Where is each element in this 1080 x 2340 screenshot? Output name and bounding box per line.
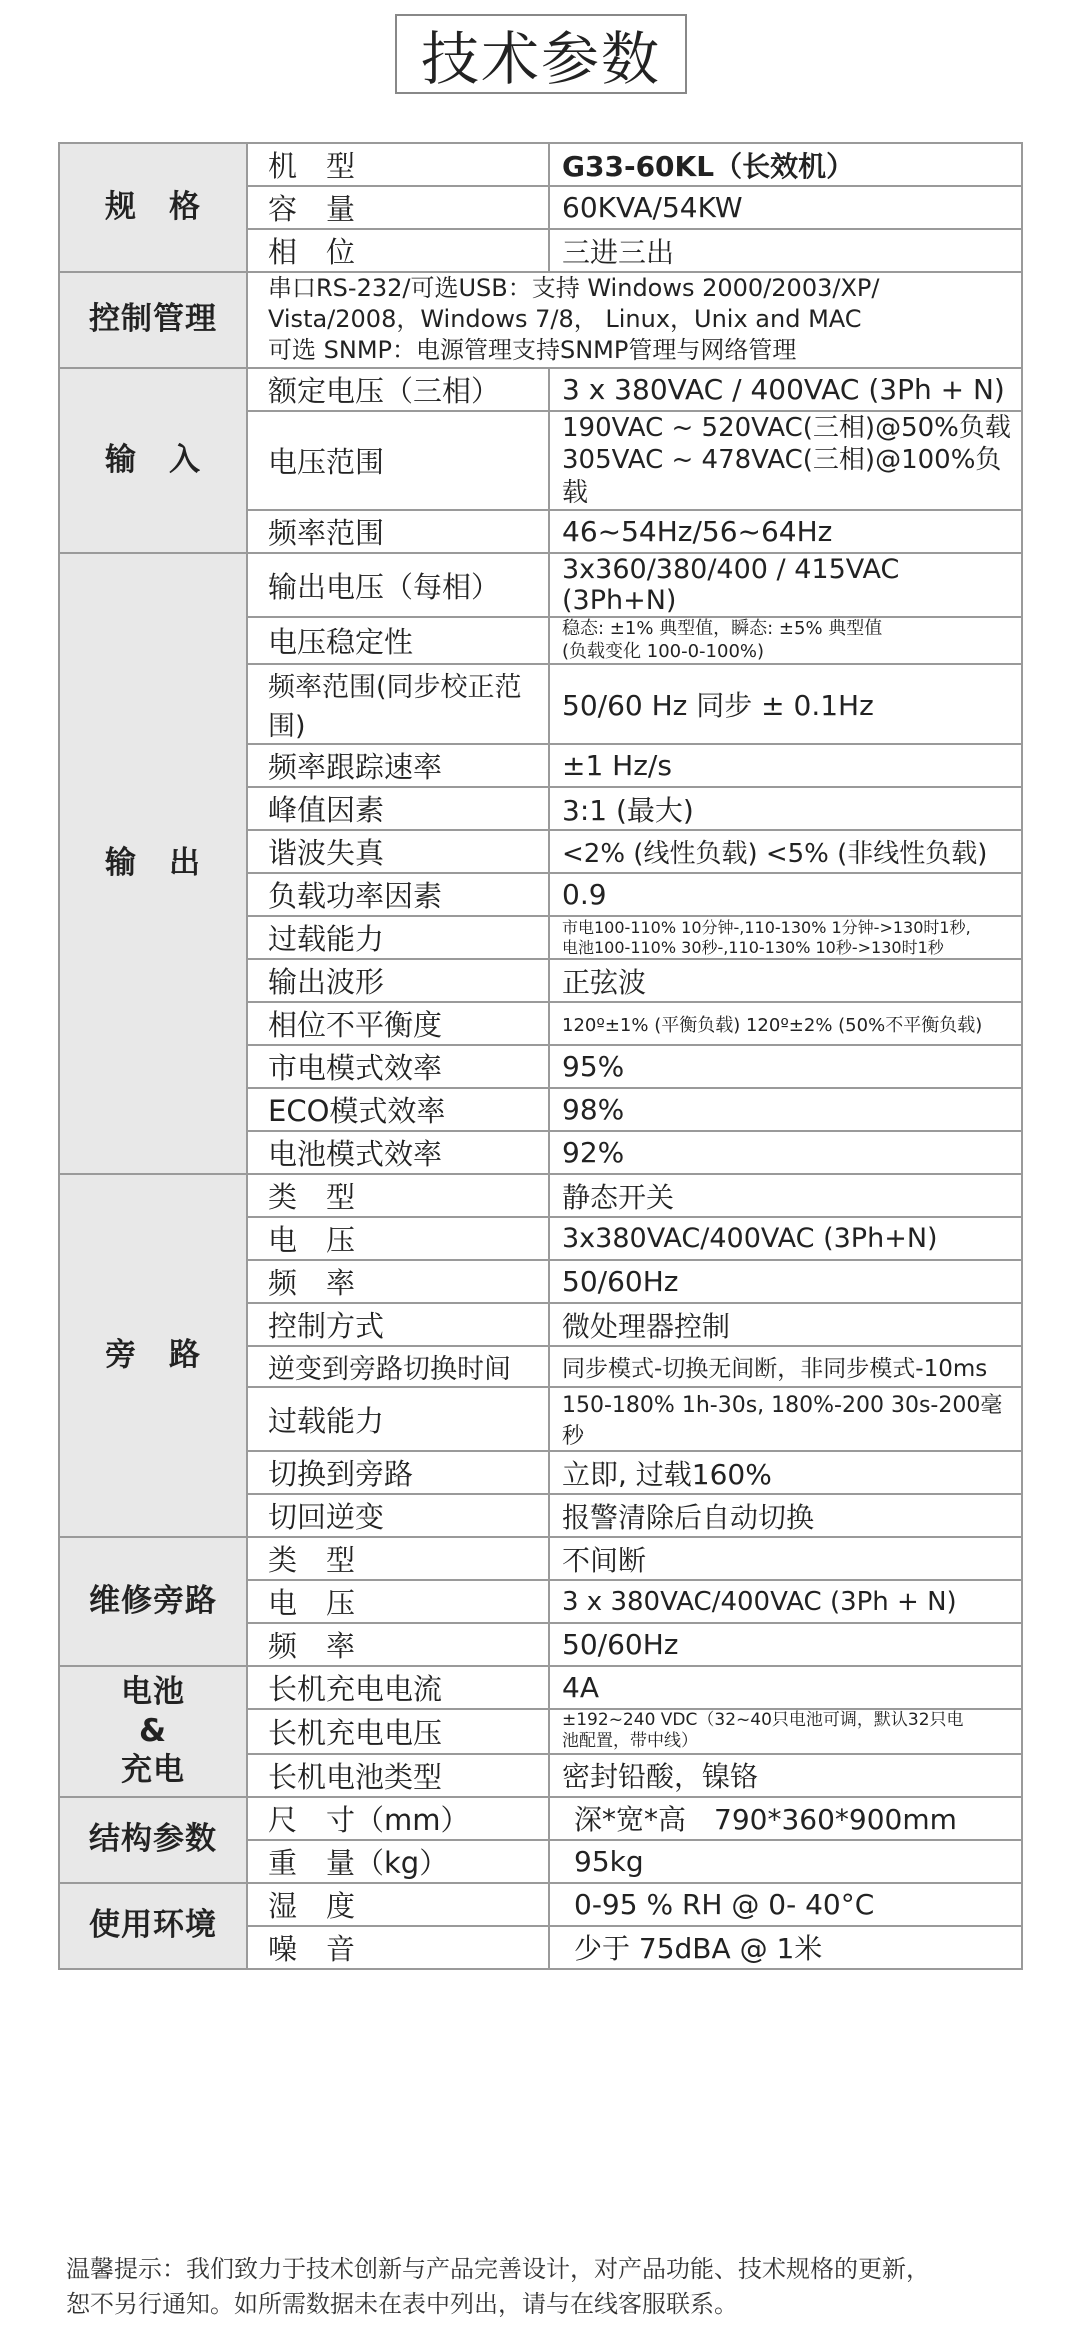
row-value: 立即, 过载160% [549,1451,1022,1494]
row-label: 长机电池类型 [247,1754,549,1797]
table-row [59,1797,1022,1840]
row-label: 电池模式效率 [247,1131,549,1174]
row-label: 湿 度 [247,1883,549,1926]
row-label: 切换到旁路 [247,1451,549,1494]
footer-note: 温馨提示：我们致力于技术创新与产品完善设计，对产品功能、技术规格的更新， 恕不另行通知。如所需数据未在表中列出，请与在线客服联系。 [66,2255,930,2318]
row-label: 峰值因素 [247,787,549,830]
row-label: 过载能力 [247,1387,549,1451]
row-value: 不间断 [549,1537,1022,1580]
category-cell: 结构参数 [59,1797,247,1883]
row-label: 逆变到旁路切换时间 [247,1346,549,1387]
row-value: 190VAC ~ 520VAC(三相)@50%负载 305VAC ~ 478VAC(三相)@100%负载 [549,411,1022,511]
row-value: 50/60Hz [549,1260,1022,1303]
row-value: G33-60KL（长效机） [549,143,1022,186]
table-row [59,1883,1022,1926]
row-label: 频率跟踪速率 [247,744,549,787]
row-value: 正弦波 [549,959,1022,1002]
row-value: ±1 Hz/s [549,744,1022,787]
row-label: 频率范围(同步校正范围) [247,664,549,744]
row-value: 3 x 380VAC/400VAC (3Ph + N) [549,1580,1022,1623]
row-label: 噪 音 [247,1926,549,1969]
row-label: 频率范围 [247,510,549,553]
table-row [59,1666,1022,1709]
spec-table [58,142,1023,1970]
row-value: 0-95 % RH @ 0- 40°C [549,1883,1022,1926]
row-value: 市电100-110% 10分钟-,110-130% 1分钟->130时1秒, 电池100-110% 30秒-,110-130% 10秒->130时1秒 [549,916,1022,959]
row-value: ±192~240 VDC（32~40只电池可调，默认32只电 池配置，带中线） [549,1709,1022,1754]
row-label: 频 率 [247,1260,549,1303]
row-value: 95% [549,1045,1022,1088]
row-value: 深*宽*高 790*360*900mm [549,1797,1022,1840]
control-management-text: 串口RS-232/可选USB：支持 Windows 2000/2003/XP/ Vista/2008，Windows 7/8， Linux，Unix and MAC 可选 SNMP：电源管理支持SNMP管理与网络管理 [247,272,1022,368]
row-label: 相 位 [247,229,549,272]
row-label: 切回逆变 [247,1494,549,1537]
row-label: 长机充电电流 [247,1666,549,1709]
row-label: 额定电压（三相） [247,368,549,411]
row-value: 三进三出 [549,229,1022,272]
row-value: 3x360/380/400 / 415VAC (3Ph+N) [549,553,1022,617]
category-cell: 输 入 [59,368,247,554]
row-value: 少于 75dBA @ 1米 [549,1926,1022,1969]
row-value: 60KVA/54KW [549,186,1022,229]
row-value: 50/60Hz [549,1623,1022,1666]
row-label: 容 量 [247,186,549,229]
page-title: 技术参数 [420,25,661,93]
row-label: 电压稳定性 [247,617,549,664]
category-cell: 使用环境 [59,1883,247,1969]
row-label: 尺 寸（mm） [247,1797,549,1840]
row-label: 相位不平衡度 [247,1002,549,1045]
row-value: 46~54Hz/56~64Hz [549,510,1022,553]
row-value: 3x380VAC/400VAC (3Ph+N) [549,1217,1022,1260]
row-value: 3:1 (最大) [549,787,1022,830]
row-label: 类 型 [247,1174,549,1217]
category-cell: 旁 路 [59,1174,247,1537]
category-cell: 维修旁路 [59,1537,247,1666]
row-label: 谐波失真 [247,830,549,873]
row-label: 长机充电电压 [247,1709,549,1754]
table-row [59,553,1022,617]
row-label: 机 型 [247,143,549,186]
row-label: 输出波形 [247,959,549,1002]
row-label: 重 量（kg） [247,1840,549,1883]
category-cell: 规 格 [59,143,247,272]
row-value: 4A [549,1666,1022,1709]
row-label: 负载功率因素 [247,873,549,916]
row-value: 3 x 380VAC / 400VAC (3Ph + N) [549,368,1022,411]
row-label: 市电模式效率 [247,1045,549,1088]
row-value: 同步模式-切换无间断，非同步模式-10ms [549,1346,1022,1387]
category-cell: 控制管理 [59,272,247,368]
row-value: 0.9 [549,873,1022,916]
row-label: 频 率 [247,1623,549,1666]
row-label: 电 压 [247,1580,549,1623]
table-row [59,1537,1022,1580]
row-label: 过载能力 [247,916,549,959]
title-box [395,14,687,94]
table-row [59,272,1022,368]
row-label: 类 型 [247,1537,549,1580]
row-value: 120º±1% (平衡负载) 120º±2% (50%不平衡负载) [549,1002,1022,1045]
table-row [59,1174,1022,1217]
row-value: 92% [549,1131,1022,1174]
row-value: 微处理器控制 [549,1303,1022,1346]
row-value: 报警清除后自动切换 [549,1494,1022,1537]
row-label: 输出电压（每相） [247,553,549,617]
row-value: 稳态: ±1% 典型值，瞬态: ±5% 典型值 (负载变化 100-0-100%) [549,617,1022,664]
row-value: <2% (线性负载) <5% (非线性负载) [549,830,1022,873]
row-value: 95kg [549,1840,1022,1883]
row-label: 控制方式 [247,1303,549,1346]
row-value: 150-180% 1h-30s, 180%-200 30s-200毫秒 [549,1387,1022,1451]
category-cell: 电池 & 充电 [59,1666,247,1797]
row-label: ECO模式效率 [247,1088,549,1131]
row-value: 50/60 Hz 同步 ± 0.1Hz [549,664,1022,744]
table-row [59,143,1022,186]
row-value: 静态开关 [549,1174,1022,1217]
category-cell: 输 出 [59,553,247,1174]
table-row [59,368,1022,411]
row-label: 电压范围 [247,411,549,511]
row-value: 98% [549,1088,1022,1131]
row-value: 密封铅酸，镍铬 [549,1754,1022,1797]
row-label: 电 压 [247,1217,549,1260]
